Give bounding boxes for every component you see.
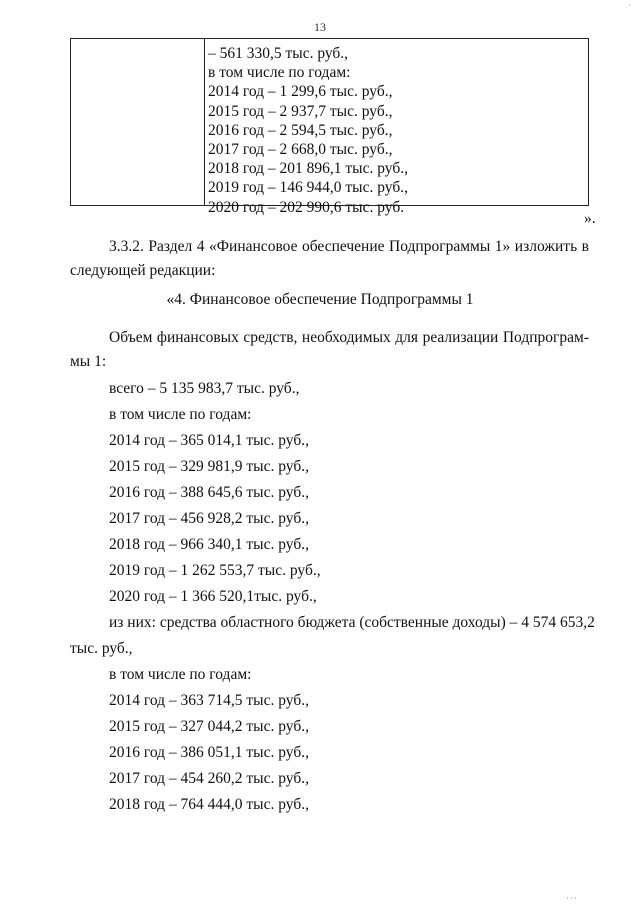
year-amount-line: 2016 год – 388 645,6 тыс. руб.,	[109, 484, 309, 501]
by-years-label: в том числе по годам:	[109, 406, 252, 423]
volume-intro-line: мы 1:	[70, 353, 107, 370]
year-amount-line: 2018 год – 764 444,0 тыс. руб.,	[109, 796, 309, 813]
year-amount-line: 2017 год – 454 260,2 тыс. руб.,	[109, 770, 309, 787]
table-cell-line: 2018 год – 201 896,1 тыс. руб.,	[208, 160, 408, 178]
funding-table	[70, 38, 589, 216]
table-cell-line: 2014 год – 1 299,6 тыс. руб.,	[208, 83, 393, 101]
table-cell-line: 2016 год – 2 594,5 тыс. руб.,	[208, 121, 393, 139]
corner-mark: ·	[628, 0, 631, 10]
table-column-divider	[204, 39, 205, 205]
section-instruction-line: следующей редакции:	[70, 262, 216, 279]
section-instruction-line: 3.3.2. Раздел 4 «Финансовое обеспечение Подпрограммы 1» изложить в	[109, 238, 589, 255]
scan-mark: ···	[566, 893, 578, 903]
table-value-cell	[208, 44, 584, 217]
table-cell-line: 2020 год – 202 990,6 тыс. руб.	[208, 198, 405, 216]
year-amount-line: 2019 год – 1 262 553,7 тыс. руб.,	[109, 562, 321, 579]
table-cell-line: в том числе по годам:	[208, 64, 351, 82]
year-amount-line: 2015 год – 329 981,9 тыс. руб.,	[109, 458, 309, 475]
year-amount-line: 2016 год – 386 051,1 тыс. руб.,	[109, 744, 309, 761]
year-amount-line: 2015 год – 327 044,2 тыс. руб.,	[109, 718, 309, 735]
year-amount-line: 2018 год – 966 340,1 тыс. руб.,	[109, 536, 309, 553]
table-cell-line: 2017 год – 2 668,0 тыс. руб.,	[208, 141, 393, 159]
volume-intro-line: Объем финансовых средств, необходимых для реализации Подпрограм-	[109, 329, 589, 346]
section-heading: «4. Финансовое обеспечение Подпрограммы 1	[166, 291, 474, 308]
table-cell-line: – 561 330,5 тыс. руб.,	[208, 45, 349, 62]
closing-quote: ».	[584, 210, 596, 227]
by-years-label: в том числе по годам:	[109, 666, 252, 683]
regional-budget-line: из них: средства областного бюджета (собственные доходы) – 4 574 653,2	[109, 614, 595, 631]
year-amount-line: 2020 год – 1 366 520,1тыс. руб.,	[109, 588, 317, 605]
page-number: 13	[314, 20, 326, 34]
total-amount: всего – 5 135 983,7 тыс. руб.,	[109, 380, 300, 397]
year-amount-line: 2014 год – 363 714,5 тыс. руб.,	[109, 692, 309, 709]
regional-budget-line: тыс. руб.,	[70, 640, 133, 657]
year-amount-line: 2017 год – 456 928,2 тыс. руб.,	[109, 510, 309, 527]
year-amount-line: 2014 год – 365 014,1 тыс. руб.,	[109, 432, 309, 449]
table-cell-line: 2015 год – 2 937,7 тыс. руб.,	[208, 102, 393, 120]
table-cell-line: 2019 год – 146 944,0 тыс. руб.,	[208, 179, 408, 197]
